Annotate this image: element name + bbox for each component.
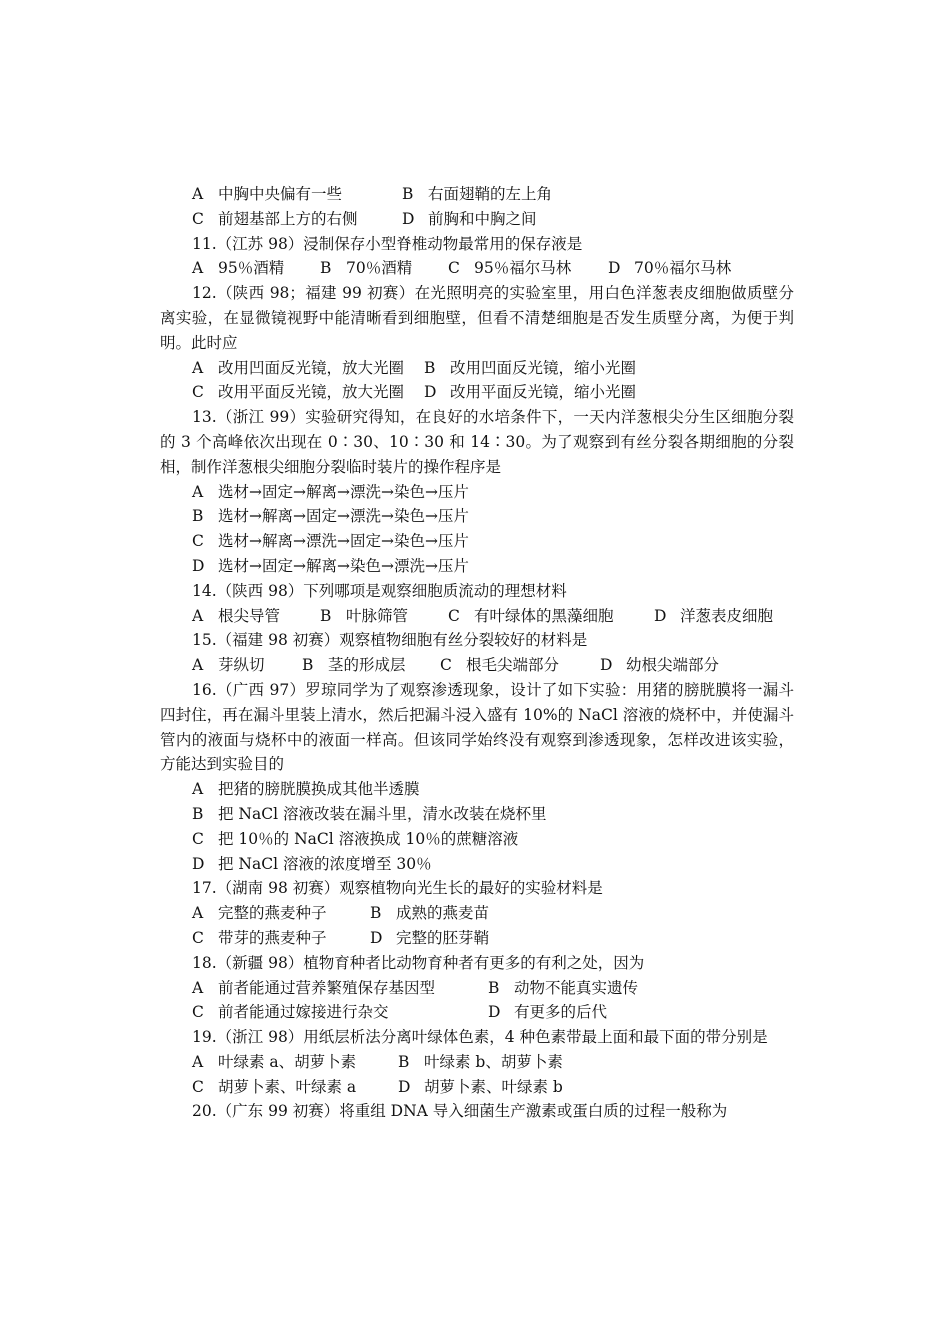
q11-stem: 11.（江苏 98）浸制保存小型脊椎动物最常用的保存液是 [192, 234, 583, 253]
q12-option-d[interactable]: D 改用平面反光镜，缩小光圈 [424, 383, 637, 402]
q18-option-a[interactable]: A 前者能通过营养繁殖保存基因型 [192, 978, 436, 997]
q17-stem: 17.（湖南 98 初赛）观察植物向光生长的最好的实验材料是 [192, 879, 603, 898]
q10-option-d[interactable]: D 前胸和中胸之间 [402, 209, 537, 228]
q13-option-a[interactable]: A 选材→固定→解离→漂洗→染色→压片 [192, 482, 469, 501]
q18-option-c[interactable]: C 前者能通过嫁接进行杂交 [192, 1003, 389, 1022]
q17-option-a[interactable]: A 完整的燕麦种子 [192, 904, 327, 923]
q17-option-d[interactable]: D 完整的胚芽鞘 [370, 928, 490, 947]
q11-options-row [160, 256, 794, 281]
q16-stem: 16.（广西 97）罗琼同学为了观察渗透现象，设计了如下实验：用猪的膀胱膜将一漏斗四封住，再在漏斗里装上清水，然后把漏斗浸入盛有 10%的 NaCl 溶液的烧杯中，并使漏斗管内的液面与烧杯中的液面一样高。但该同学始终没有观察到渗透现象，怎样改进该实验，方能达到实验目的 [160, 680, 794, 774]
q17-option-c[interactable]: C 带芽的燕麦种子 [192, 928, 327, 947]
q16-option-c[interactable]: C 把 10％的 NaCl 溶液换成 10％的蔗糖溶液 [192, 829, 519, 848]
q14-option-d[interactable]: D 洋葱表皮细胞 [654, 606, 774, 625]
q15-options-row [160, 653, 794, 678]
q18-options-row-2 [160, 1000, 794, 1025]
q13-option-d[interactable]: D 选材→固定→解离→染色→漂洗→压片 [192, 556, 469, 575]
q18-stem: 18.（新疆 98）植物育种者比动物育种者有更多的有利之处，因为 [192, 953, 645, 972]
q17-option-b[interactable]: B 成熟的燕麦苗 [370, 904, 490, 923]
q19-options-row-2 [160, 1075, 794, 1100]
q15-option-b[interactable]: B 茎的形成层 [302, 656, 406, 675]
q15-stem: 15.（福建 98 初赛）观察植物细胞有丝分裂较好的材料是 [192, 631, 588, 650]
q10-option-c[interactable]: C 前翅基部上方的右侧 [192, 209, 358, 228]
q17-options-row-1 [160, 901, 794, 926]
q19-options-row-1 [160, 1050, 794, 1075]
q16-option-b[interactable]: B 把 NaCl 溶液改装在漏斗里，清水改装在烧杯里 [192, 804, 547, 823]
q19-option-c[interactable]: C 胡萝卜素、叶绿素 a [192, 1077, 357, 1096]
q11-option-d[interactable]: D 70％福尔马林 [608, 259, 732, 278]
q16-option-a[interactable]: A 把猪的膀胱膜换成其他半透膜 [192, 780, 420, 799]
q14-option-c[interactable]: C 有叶绿体的黑藻细胞 [448, 606, 614, 625]
q14-stem: 14.（陕西 98）下列哪项是观察细胞质流动的理想材料 [192, 581, 567, 600]
q12-options-row-1 [160, 356, 794, 381]
q10-option-a[interactable]: A 中胸中央偏有一些 [192, 185, 343, 203]
q11-option-b[interactable]: B 70％酒精 [320, 259, 413, 278]
question-list [160, 182, 794, 1124]
q15-option-c[interactable]: C 根毛尖端部分 [440, 656, 560, 675]
q16-option-d[interactable]: D 把 NaCl 溶液的浓度增至 30％ [192, 854, 432, 873]
q13-stem: 13.（浙江 99）实验研究得知，在良好的水培条件下，一天内洋葱根尖分生区细胞分裂的 3 个高峰依次出现在 0∶30、10∶30 和 14∶30。为了观察到有丝分裂各期细胞的分裂相，制作洋葱根尖细胞分裂临时装片的操作程序是 [160, 408, 794, 476]
q12-option-b[interactable]: B 改用凹面反光镜，缩小光圈 [424, 358, 637, 377]
q18-option-b[interactable]: B 动物不能真实遗传 [488, 978, 639, 997]
q10-options-row-2 [160, 207, 794, 232]
q13-option-c[interactable]: C 选材→解离→漂洗→固定→染色→压片 [192, 532, 469, 551]
q18-options-row-1 [160, 976, 794, 1001]
q20-stem: 20.（广东 99 初赛）将重组 DNA 导入细菌生产激素或蛋白质的过程一般称为 [192, 1102, 728, 1121]
q19-stem: 19.（浙江 98）用纸层析法分离叶绿体色素，4 种色素带最上面和最下面的带分别是 [192, 1028, 768, 1047]
q13-option-b[interactable]: B 选材→解离→固定→漂洗→染色→压片 [192, 507, 469, 526]
q14-option-b[interactable]: B 叶脉筛管 [320, 606, 409, 625]
q12-stem: 12.（陕西 98；福建 99 初赛）在光照明亮的实验室里，用白色洋葱表皮细胞做质壁分离实验，在显微镜视野中能清晰看到细胞壁，但看不清楚细胞是否发生质壁分离，为便于判明。此时应 [160, 284, 794, 352]
q12-option-a[interactable]: A 改用凹面反光镜，放大光圈 [192, 358, 405, 377]
q14-option-a[interactable]: A 根尖导管 [192, 606, 281, 625]
q17-options-row-2 [160, 926, 794, 951]
q18-option-d[interactable]: D 有更多的后代 [488, 1003, 608, 1022]
q11-option-c[interactable]: C 95％福尔马林 [448, 259, 572, 278]
q11-option-a[interactable]: A 95％酒精 [192, 259, 285, 278]
q19-option-a[interactable]: A 叶绿素 a、胡萝卜素 [192, 1052, 357, 1071]
q14-options-row [160, 604, 794, 629]
q19-option-d[interactable]: D 胡萝卜素、叶绿素 b [398, 1077, 563, 1096]
q12-option-c[interactable]: C 改用平面反光镜，放大光圈 [192, 383, 405, 402]
q15-option-d[interactable]: D 幼根尖端部分 [600, 656, 720, 675]
q15-option-a[interactable]: A 芽纵切 [192, 656, 265, 675]
q12-options-row-2 [160, 380, 794, 405]
q10-options-row-1 [160, 182, 794, 207]
q19-option-b[interactable]: B 叶绿素 b、胡萝卜素 [398, 1052, 563, 1071]
q10-option-b[interactable]: B 右面翅鞘的左上角 [402, 185, 553, 203]
